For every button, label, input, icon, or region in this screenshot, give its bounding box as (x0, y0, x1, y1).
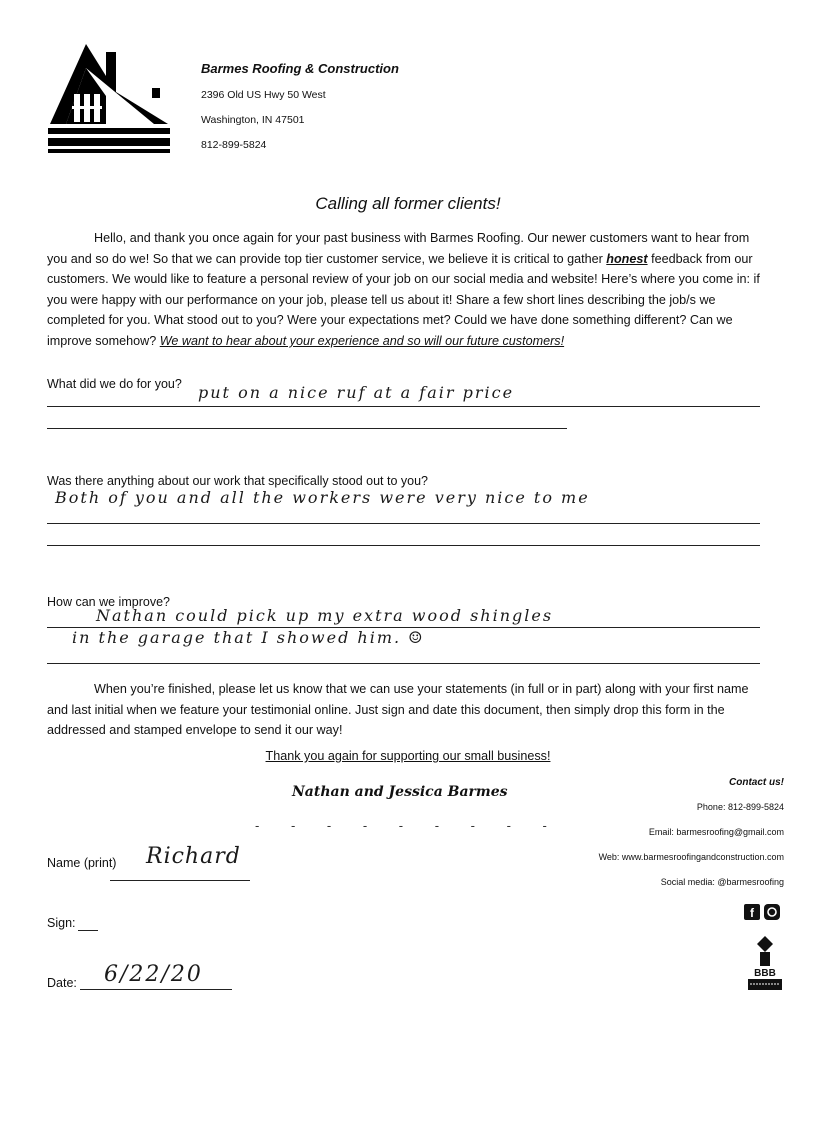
company-address-line1: 2396 Old US Hwy 50 West (201, 89, 326, 101)
sign-label: Sign: (47, 916, 76, 930)
question-2-label: Was there anything about our work that specifically stood out to you? (47, 474, 428, 488)
question-3-label: How can we improve? (47, 595, 170, 609)
company-name: Barmes Roofing & Construction (201, 61, 399, 76)
name-line (110, 880, 250, 881)
question-1-label: What did we do for you? (47, 377, 182, 391)
contact-email: Email: barmesroofing@gmail.com (648, 827, 784, 837)
contact-social: Social media: @barmesroofing (660, 877, 784, 887)
company-logo-icon (44, 40, 172, 156)
question-1-answer[interactable]: put on a nice ruf at a fair price (198, 383, 515, 402)
thanks-message: Thank you again for supporting our small business! (265, 749, 551, 763)
intro-paragraph (47, 228, 771, 352)
question-3-answer-line1[interactable]: Nathan could pick up my extra wood shingles (96, 606, 554, 625)
decorative-dashes: - - - - - - - - - (255, 818, 561, 833)
answer-line (47, 428, 567, 429)
bbb-text: BBB (754, 968, 776, 979)
date-line (80, 989, 232, 990)
date-value[interactable]: 6/22/20 (104, 962, 203, 987)
intro-closing: We want to hear about your experience and so will our future customers! (159, 333, 565, 348)
company-phone: 812-899-5824 (201, 139, 267, 151)
bbb-accredited-icon (746, 934, 784, 992)
contact-title: Contact us! (729, 777, 784, 788)
name-label: Name (print) (47, 856, 117, 870)
company-address-line2: Washington, IN 47501 (201, 114, 305, 126)
intro-emphasis: honest (606, 251, 648, 266)
question-2-answer[interactable]: Both of you and all the workers were very nice to me (55, 488, 590, 507)
intro-text-part1: Hello, and thank you once again for your past business with Barmes Roofing. Our newer customers want to hear from you and so do we! So that we can provide top tier customer service, we believe it is critical to gather (47, 231, 750, 266)
contact-web: Web: www.barmesroofingandconstruction.com (598, 852, 784, 862)
page-title: Calling all former clients! (315, 194, 501, 213)
signoff-signature: Nathan and Jessica Barmes (292, 784, 508, 800)
answer-line (47, 545, 760, 546)
contact-phone: Phone: 812-899-5824 (696, 802, 784, 812)
answer-line (47, 406, 760, 407)
svg-text:f: f (750, 906, 754, 920)
answer-line (47, 523, 760, 524)
intro-text-part2: feedback from our customers. We would like to feature a personal review of your job on our social media and website! Here’s where you come in: if you were happy with our performance on your job, please tell us about it! Share a few short lines describing the job/s we completed for you. What stood out to you? Were your expectations met? Could we have done something different? Can we improve somehow? (47, 251, 760, 348)
social-media-icon (742, 900, 782, 924)
answer-line (47, 663, 760, 664)
question-3-answer-line2[interactable]: in the garage that I showed him. ☺ (72, 628, 425, 647)
date-label: Date: (47, 976, 77, 990)
sign-line[interactable] (78, 930, 98, 931)
name-value[interactable]: Richard (146, 844, 241, 869)
finish-instructions: When you’re finished, please let us know that we can use your statements (in full or in part) along with your first name and last initial when we feature your testimonial online. Just sign and date this document, then simply drop this form in the addressed and stamped envelope to send it our way! (47, 682, 749, 738)
